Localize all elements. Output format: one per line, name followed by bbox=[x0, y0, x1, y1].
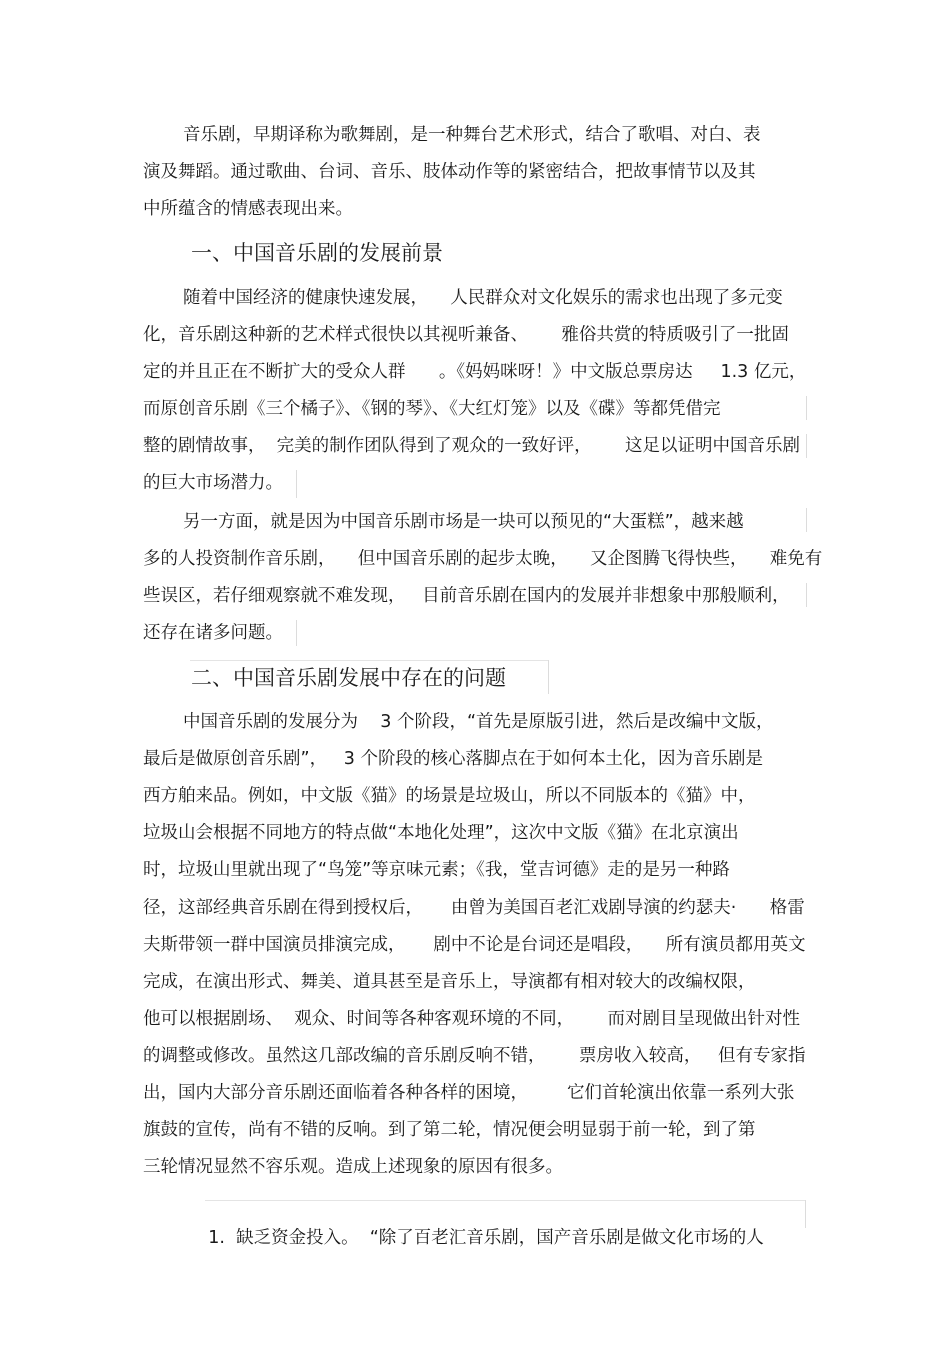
paragraph-line: 的调整或修改。虽然这几部改编的音乐剧反响不错， 票房收入较高， 但有专家指 bbox=[143, 1046, 806, 1066]
paragraph-line: 另一方面，就是因为中国音乐剧市场是一块可以预见的“大蛋糕”，越来越 bbox=[183, 512, 744, 532]
text-box-edge bbox=[780, 583, 807, 607]
paragraph-line: 径，这部经典音乐剧在得到授权后， 由曾为美国百老汇戏剧导演的约瑟夫· 格雷 bbox=[143, 898, 805, 918]
paragraph-line: 夫斯带领一群中国演员排演完成， 剧中不论是台词还是唱段， 所有演员都用英文 bbox=[143, 935, 806, 955]
text-box-edge bbox=[205, 1200, 805, 1201]
paragraph-line: 些误区，若仔细观察就不难发现， 目前音乐剧在国内的发展并非想象中那般顺利， bbox=[143, 586, 790, 606]
paragraph-line: 音乐剧，早期译称为歌舞剧，是一种舞台艺术形式，结合了歌唱、对白、表 bbox=[183, 125, 761, 145]
paragraph-line: 多的人投资制作音乐剧， 但中国音乐剧的起步太晚， 又企图腾飞得快些， 难免有 bbox=[143, 549, 823, 569]
paragraph-line: 定的并且正在不断扩大的受众人群 。《妈妈咪呀！》中文版总票房达 1.3 亿元， bbox=[143, 362, 807, 382]
text-box-edge bbox=[520, 660, 549, 694]
paragraph-line: 出，国内大部分音乐剧还面临着各种各样的困境， 它们首轮演出依靠一系列大张 bbox=[143, 1083, 795, 1103]
list-item-text: “除了百老汇音乐剧，国产音乐剧是做文化市场的人 bbox=[358, 1228, 764, 1248]
paragraph-line: 西方舶来品。例如，中文版《猫》的场景是垃圾山，所以不同版本的《猫》中， bbox=[143, 786, 756, 806]
paragraph-line: 完成，在演出形式、舞美、道具甚至是音乐上，导演都有相对较大的改编权限， bbox=[143, 972, 756, 992]
section-heading: 二、中国音乐剧发展中存在的问题 bbox=[191, 666, 506, 690]
paragraph-line: 中国音乐剧的发展分为 3 个阶段，“首先是原版引进，然后是改编中文版， bbox=[183, 712, 774, 732]
paragraph-line: 随着中国经济的健康快速发展， 人民群众对文化娱乐的需求也出现了多元变 bbox=[183, 288, 783, 308]
paragraph-line: 垃圾山会根据不同地方的特点做“本地化处理”，这次中文版《猫》在北京演出 bbox=[143, 823, 739, 843]
paragraph-line: 中所蕴含的情感表现出来。 bbox=[143, 199, 353, 219]
paragraph-line: 整的剧情故事， 完美的制作团队得到了观众的一致好评， 这足以证明中国音乐剧 bbox=[143, 436, 800, 456]
text-box-edge bbox=[780, 1200, 806, 1228]
text-box-edge bbox=[780, 396, 807, 420]
paragraph-line: 演及舞蹈。通过歌曲、台词、音乐、肢体动作等的紧密结合，把故事情节以及其 bbox=[143, 162, 756, 182]
text-box-edge bbox=[270, 620, 297, 646]
text-box-edge bbox=[780, 434, 807, 458]
paragraph-line: 化，音乐剧这种新的艺术样式很快以其视听兼备、 雅俗共赏的特质吸引了一批固 bbox=[143, 325, 789, 345]
text-box-edge bbox=[190, 660, 548, 661]
paragraph-line: 三轮情况显然不容乐观。造成上述现象的原因有很多。 bbox=[143, 1157, 563, 1177]
paragraph-line: 旗鼓的宣传，尚有不错的反响。到了第二轮，情况便会明显弱于前一轮，到了第 bbox=[143, 1120, 756, 1140]
paragraph-line: 的巨大市场潜力。 bbox=[143, 473, 283, 493]
text-box-edge bbox=[270, 470, 297, 498]
paragraph-line: 时，垃圾山里就出现了“鸟笼”等京味元素；《我，堂吉诃德》走的是另一种路 bbox=[143, 860, 730, 880]
paragraph-line: 最后是做原创音乐剧”， 3 个阶段的核心落脚点在于如何本土化，因为音乐剧是 bbox=[143, 749, 763, 769]
list-item bbox=[186, 1205, 764, 1271]
section-heading: 一、中国音乐剧的发展前景 bbox=[191, 241, 443, 265]
paragraph-line: 而原创音乐剧《三个橘子》、《钢的琴》、《大红灯笼》以及《碟》等都凭借完 bbox=[143, 399, 721, 419]
list-item-label: 1. 缺乏资金投入。 bbox=[208, 1228, 359, 1248]
text-box-edge bbox=[780, 508, 807, 532]
paragraph-line: 还存在诸多问题。 bbox=[143, 623, 283, 643]
paragraph-line: 他可以根据剧场、 观众、时间等各种客观环境的不同， 而对剧目呈现做出针对性 bbox=[143, 1009, 800, 1029]
